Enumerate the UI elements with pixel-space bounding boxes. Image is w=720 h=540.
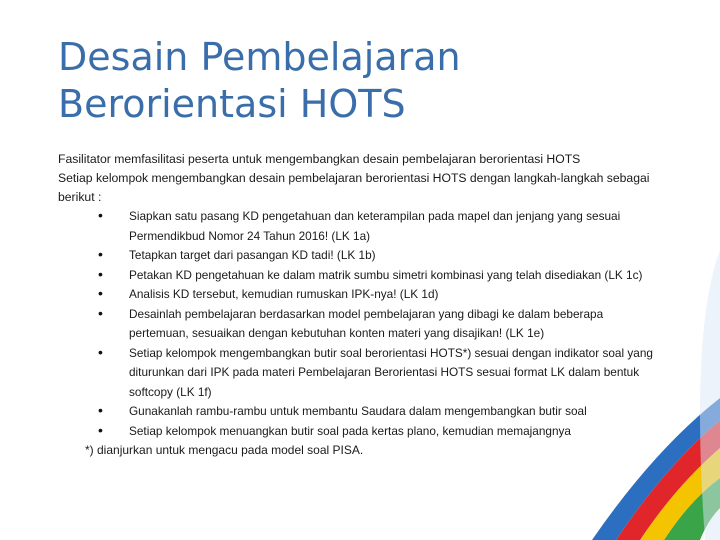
list-item: [58, 305, 666, 344]
step-text: Siapkan satu pasang KD pengetahuan dan keterampilan pada mapel dan jenjang yang sesuai Permendikbud Nomor 24 Tahun 2016! (LK 1a): [129, 209, 621, 243]
list-item: [58, 285, 666, 305]
swoosh-green: [664, 478, 720, 540]
bullet-icon: •: [98, 304, 103, 321]
page-title: [58, 34, 618, 128]
intro-text-2: Setiap kelompok mengembangkan desain pembelajaran berorientasi HOTS dengan langkah-langkah sebagai berikut :: [58, 171, 650, 204]
steps-list: [58, 207, 666, 441]
list-item: [58, 207, 666, 246]
list-item: [58, 422, 666, 442]
step-text: Setiap kelompok mengembangkan butir soal berorientasi HOTS*) sesuai dengan indikator soal yang diturunkan dari IPK pada materi Pembelajaran Berorientasi HOTS sesuai format LK dalam bentuk softcopy (LK 1f): [129, 345, 653, 399]
list-item: [58, 266, 666, 286]
step-text: Petakan KD pengetahuan ke dalam matrik sumbu simetri kombinasi yang telah disediakan (LK 1c): [129, 267, 643, 282]
footnote: *) dianjurkan untuk mengacu pada model soal PISA.: [85, 443, 364, 457]
bullet-icon: •: [98, 265, 103, 282]
bullet-icon: •: [98, 402, 103, 418]
intro-text-1: Fasilitator memfasilitasi peserta untuk mengembangkan desain pembelajaran berorientasi HOTS: [58, 152, 581, 166]
swoosh-yellow: [640, 448, 720, 540]
slide-body: [58, 150, 666, 460]
bullet-icon: •: [98, 421, 103, 438]
title-line-1: Desain Pembelajaran: [58, 35, 461, 79]
bullet-icon: •: [98, 285, 103, 301]
step-text: Analisis KD tersebut, kemudian rumuskan IPK-nya! (LK 1d): [129, 287, 439, 301]
step-text: Tetapkan target dari pasangan KD tadi! (LK 1b): [129, 248, 376, 262]
step-text: Setiap kelompok menuangkan butir soal pada kertas plano, kemudian memajangnya: [129, 423, 571, 438]
bullet-icon: •: [98, 246, 103, 262]
swoosh-blue-faint: [700, 250, 720, 540]
list-item: [58, 402, 666, 422]
bullet-icon: •: [98, 343, 103, 360]
title-line-2: Berorientasi HOTS: [58, 82, 406, 126]
step-text: Desainlah pembelajaran berdasarkan model pembelajaran yang dibagi ke dalam beberapa pertemuan, sesuaikan dengan kebutuhan konten materi yang disajikan! (LK 1e): [129, 306, 604, 340]
bullet-icon: •: [98, 207, 103, 223]
step-text: Gunakanlah rambu-rambu untuk membantu Saudara dalam mengembangkan butir soal: [129, 404, 587, 418]
list-item: [58, 246, 666, 266]
list-item: [58, 344, 666, 403]
